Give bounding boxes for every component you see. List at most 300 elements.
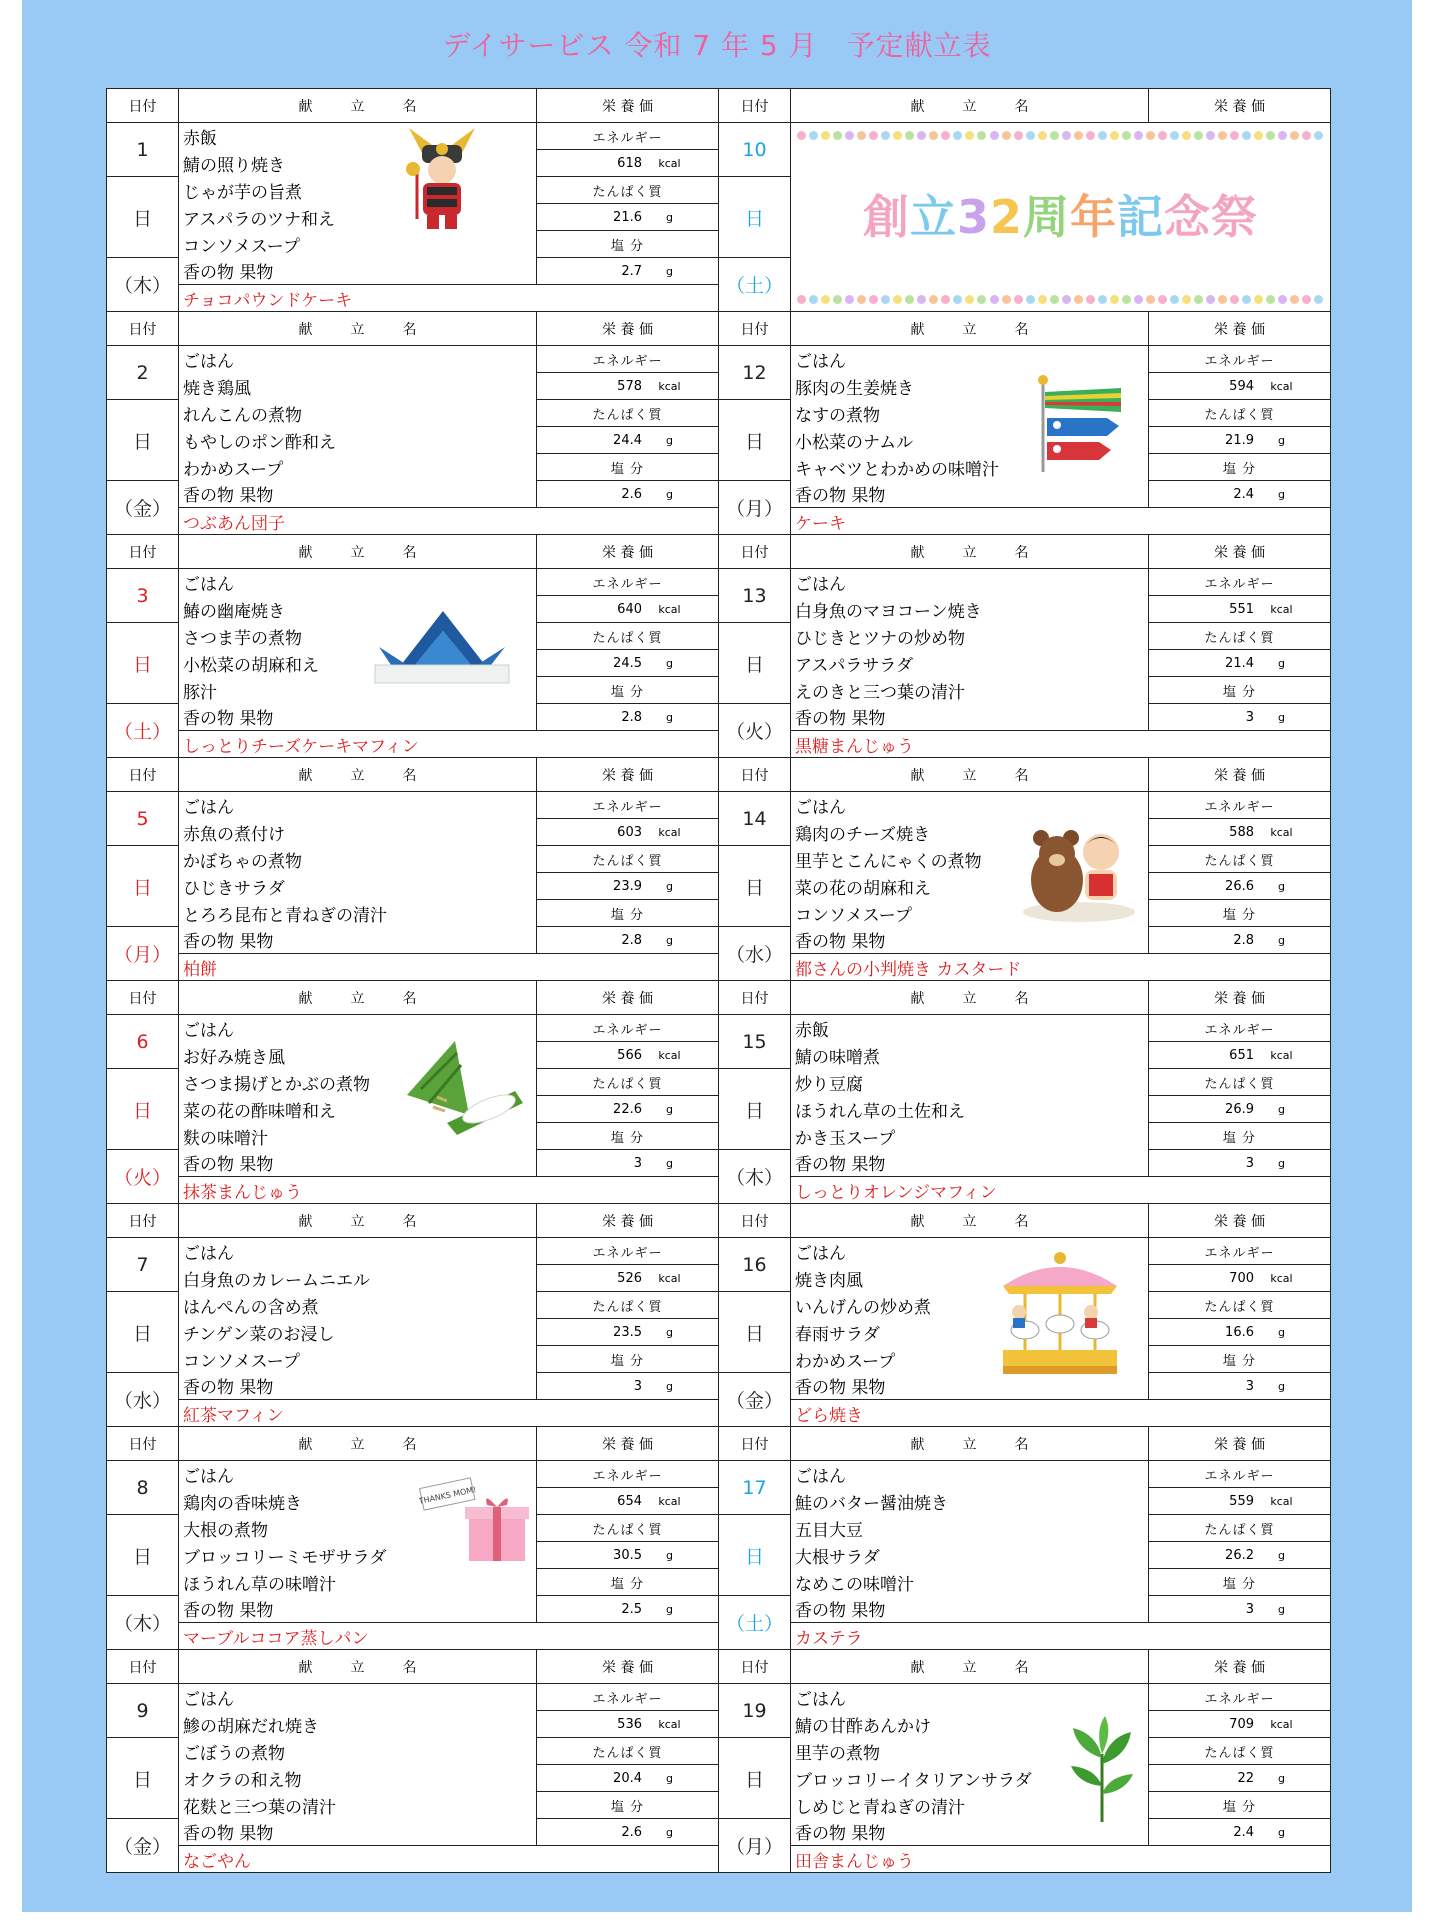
dessert-cell bbox=[179, 1846, 719, 1873]
energy-value-unit: kcal bbox=[1270, 825, 1293, 839]
day-number: 8 bbox=[107, 1461, 179, 1515]
menu-item bbox=[179, 1150, 537, 1177]
menu-header bbox=[179, 535, 537, 569]
menu-item-text: 赤飯 bbox=[183, 128, 217, 149]
menu-item bbox=[791, 1461, 1149, 1488]
dessert-cell bbox=[791, 1177, 1331, 1204]
menu-item bbox=[179, 873, 537, 900]
energy-value bbox=[1149, 1488, 1331, 1515]
menu-item-text: 香の物 果物 bbox=[183, 1155, 274, 1176]
menu-header bbox=[179, 1204, 537, 1238]
energy-label: エネルギー bbox=[537, 1015, 719, 1042]
protein-label: たんぱく質 bbox=[537, 1738, 719, 1765]
protein-value bbox=[537, 873, 719, 900]
menu-row bbox=[107, 1596, 1331, 1623]
energy-label: エネルギー bbox=[1149, 1238, 1331, 1265]
menu-item bbox=[791, 1069, 1149, 1096]
dessert-cell bbox=[179, 954, 719, 981]
header-row bbox=[107, 981, 1331, 1015]
date-header: 日付 bbox=[107, 312, 179, 346]
menu-item bbox=[179, 400, 537, 427]
anniversary-char: 念 bbox=[1164, 190, 1212, 244]
menu-item-text: コンソメスープ bbox=[795, 905, 912, 926]
menu-item-text: 里芋とこんにゃくの煮物 bbox=[795, 851, 982, 872]
protein-value-unit: g bbox=[666, 433, 673, 447]
day-label: 日 bbox=[719, 1738, 791, 1819]
energy-value-unit: kcal bbox=[1270, 379, 1293, 393]
menu-header-label: 献 立 名 bbox=[910, 1436, 1041, 1453]
date-header: 日付 bbox=[719, 758, 791, 792]
energy-value bbox=[1149, 1042, 1331, 1069]
menu-item-text: 鯖の甘酢あんかけ bbox=[795, 1716, 931, 1737]
energy-label: エネルギー bbox=[537, 1461, 719, 1488]
menu-item bbox=[179, 1069, 537, 1096]
energy-label: エネルギー bbox=[1149, 569, 1331, 596]
nutrition-header: 栄 養 価 bbox=[1149, 1204, 1331, 1238]
menu-item bbox=[791, 792, 1149, 819]
menu-item-text: 大根の煮物 bbox=[183, 1520, 268, 1541]
energy-label: エネルギー bbox=[1149, 1684, 1331, 1711]
salt-value bbox=[1149, 1150, 1331, 1177]
menu-item bbox=[179, 846, 537, 873]
energy-label: エネルギー bbox=[537, 792, 719, 819]
menu-item-text: 花麩と三つ葉の清汁 bbox=[183, 1797, 336, 1818]
dessert-text: どら焼き bbox=[795, 1405, 863, 1426]
protein-value-unit: g bbox=[666, 1102, 673, 1116]
protein-value bbox=[1149, 1319, 1331, 1346]
anniversary-char: 周 bbox=[1023, 190, 1071, 244]
anniversary-char: 記 bbox=[1117, 190, 1165, 244]
salt-label: 塩 分 bbox=[537, 454, 719, 481]
confetti-dots bbox=[797, 291, 1324, 307]
dessert-cell bbox=[791, 1400, 1331, 1427]
menu-item bbox=[791, 427, 1149, 454]
protein-value bbox=[537, 204, 719, 231]
energy-label: エネルギー bbox=[537, 569, 719, 596]
menu-item-text: 赤飯 bbox=[795, 1020, 829, 1041]
menu-item bbox=[179, 1488, 537, 1515]
protein-value-unit: g bbox=[666, 879, 673, 893]
nutrition-header: 栄 養 価 bbox=[537, 1650, 719, 1684]
menu-item-text: 鯖の照り焼き bbox=[183, 155, 285, 176]
energy-value-number: 566 bbox=[617, 1047, 642, 1063]
weekday: （月） bbox=[107, 927, 179, 981]
energy-value-unit: kcal bbox=[658, 602, 681, 616]
energy-label: エネルギー bbox=[537, 1238, 719, 1265]
protein-label: たんぱく質 bbox=[1149, 1292, 1331, 1319]
header-row bbox=[107, 1427, 1331, 1461]
protein-value-unit: g bbox=[1278, 656, 1285, 670]
salt-value-number: 2.4 bbox=[1233, 486, 1254, 502]
energy-value-number: 559 bbox=[1229, 1493, 1254, 1509]
dessert-text: しっとりチーズケーキマフィン bbox=[183, 736, 419, 757]
day-label: 日 bbox=[107, 1069, 179, 1150]
nutrition-header: 栄 養 価 bbox=[537, 758, 719, 792]
menu-item bbox=[179, 927, 537, 954]
protein-label: たんぱく質 bbox=[1149, 400, 1331, 427]
menu-item bbox=[179, 677, 537, 704]
protein-value bbox=[537, 1096, 719, 1123]
energy-value-number: 618 bbox=[617, 155, 642, 171]
menu-item-text: なめこの味噌汁 bbox=[795, 1574, 914, 1595]
menu-item-text: じゃが芋の旨煮 bbox=[183, 182, 302, 203]
salt-value-unit: g bbox=[666, 1379, 673, 1393]
menu-item-text: なすの煮物 bbox=[795, 405, 880, 426]
menu-item bbox=[179, 1292, 537, 1319]
day-label: 日 bbox=[719, 1069, 791, 1150]
protein-label: たんぱく質 bbox=[537, 1292, 719, 1319]
date-header: 日付 bbox=[107, 981, 179, 1015]
menu-row bbox=[107, 1461, 1331, 1488]
menu-item-text: 香の物 果物 bbox=[183, 263, 274, 284]
menu-header-label: 献 立 名 bbox=[298, 321, 429, 338]
menu-item-text: オクラの和え物 bbox=[183, 1770, 302, 1791]
menu-item bbox=[179, 596, 537, 623]
menu-item bbox=[791, 1488, 1149, 1515]
menu-item bbox=[791, 454, 1149, 481]
salt-label: 塩 分 bbox=[1149, 1123, 1331, 1150]
anniversary-char: 2 bbox=[990, 190, 1024, 244]
weekday: （金） bbox=[107, 481, 179, 535]
energy-value bbox=[1149, 819, 1331, 846]
day-number: 12 bbox=[719, 346, 791, 400]
menu-item bbox=[791, 1738, 1149, 1765]
menu-item bbox=[179, 1738, 537, 1765]
date-header: 日付 bbox=[719, 981, 791, 1015]
menu-item-text: ごはん bbox=[795, 574, 846, 595]
menu-item-text: ほうれん草の土佐和え bbox=[795, 1101, 965, 1122]
salt-label: 塩 分 bbox=[537, 1792, 719, 1819]
nutrition-header: 栄 養 価 bbox=[537, 981, 719, 1015]
day-number: 16 bbox=[719, 1238, 791, 1292]
day-label: 日 bbox=[107, 1292, 179, 1373]
energy-value-unit: kcal bbox=[658, 1271, 681, 1285]
menu-item-text: ごはん bbox=[183, 1689, 234, 1710]
salt-value bbox=[1149, 1819, 1331, 1846]
protein-value-number: 24.5 bbox=[613, 655, 642, 671]
energy-label: エネルギー bbox=[1149, 1015, 1331, 1042]
day-label: 日 bbox=[107, 1515, 179, 1596]
anniversary-text bbox=[791, 181, 1330, 247]
nutrition-header: 栄 養 価 bbox=[1149, 981, 1331, 1015]
menu-item-text: 香の物 果物 bbox=[795, 932, 886, 953]
salt-label: 塩 分 bbox=[537, 900, 719, 927]
menu-header-label: 献 立 名 bbox=[298, 1213, 429, 1230]
protein-label: たんぱく質 bbox=[537, 623, 719, 650]
menu-item bbox=[179, 1765, 537, 1792]
weekday: （土） bbox=[107, 704, 179, 758]
energy-value-unit: kcal bbox=[658, 825, 681, 839]
dessert-cell bbox=[791, 731, 1331, 758]
protein-value-unit: g bbox=[1278, 1102, 1285, 1116]
menu-item bbox=[179, 650, 537, 677]
menu-row bbox=[107, 792, 1331, 819]
day-number: 1 bbox=[107, 123, 179, 177]
energy-value-number: 700 bbox=[1229, 1270, 1254, 1286]
day-label: 日 bbox=[107, 177, 179, 258]
menu-item bbox=[791, 1096, 1149, 1123]
energy-value-number: 551 bbox=[1229, 601, 1254, 617]
menu-item bbox=[179, 1819, 537, 1846]
weekday: （水） bbox=[719, 927, 791, 981]
menu-item-text: 焼き鶏風 bbox=[183, 378, 251, 399]
date-header: 日付 bbox=[107, 535, 179, 569]
day-label: 日 bbox=[719, 177, 791, 258]
menu-item-text: コンソメスープ bbox=[183, 1351, 300, 1372]
salt-value-unit: g bbox=[1278, 1379, 1285, 1393]
protein-value-unit: g bbox=[1278, 1548, 1285, 1562]
protein-label: たんぱく質 bbox=[1149, 846, 1331, 873]
menu-item-text: アスパラのツナ和え bbox=[183, 209, 335, 230]
menu-header bbox=[791, 1650, 1149, 1684]
menu-item-text: はんぺんの含め煮 bbox=[183, 1297, 319, 1318]
menu-item-text: 香の物 果物 bbox=[183, 1378, 274, 1399]
nutrition-header: 栄 養 価 bbox=[1149, 758, 1331, 792]
weekday: （木） bbox=[107, 1596, 179, 1650]
menu-item-text: 赤魚の煮付け bbox=[183, 824, 285, 845]
menu-item bbox=[791, 677, 1149, 704]
day-number: 10 bbox=[719, 123, 791, 177]
salt-value-unit: g bbox=[1278, 1825, 1285, 1839]
protein-label: たんぱく質 bbox=[537, 1515, 719, 1542]
menu-row bbox=[107, 1150, 1331, 1177]
protein-label: たんぱく質 bbox=[1149, 1738, 1331, 1765]
salt-value bbox=[537, 1819, 719, 1846]
menu-row bbox=[107, 481, 1331, 508]
energy-value bbox=[537, 819, 719, 846]
dessert-text: 田舎まんじゅう bbox=[795, 1851, 914, 1872]
protein-value-unit: g bbox=[1278, 433, 1285, 447]
menu-item-text: 菜の花の胡麻和え bbox=[795, 878, 931, 899]
protein-value-number: 26.2 bbox=[1225, 1547, 1254, 1563]
salt-value-number: 2.5 bbox=[621, 1601, 642, 1617]
dessert-cell bbox=[179, 731, 719, 758]
menu-header bbox=[179, 1650, 537, 1684]
menu-item bbox=[179, 1569, 537, 1596]
date-header: 日付 bbox=[107, 758, 179, 792]
menu-row bbox=[107, 1238, 1331, 1265]
menu-item bbox=[179, 123, 537, 150]
menu-item bbox=[791, 846, 1149, 873]
menu-item bbox=[791, 596, 1149, 623]
protein-label: たんぱく質 bbox=[537, 400, 719, 427]
weekday: （木） bbox=[719, 1150, 791, 1204]
weekday: （土） bbox=[719, 1596, 791, 1650]
day-number: 3 bbox=[107, 569, 179, 623]
dessert-text: 紅茶マフィン bbox=[183, 1405, 284, 1426]
menu-item bbox=[791, 1569, 1149, 1596]
protein-value-number: 20.4 bbox=[613, 1770, 642, 1786]
day-label: 日 bbox=[107, 1738, 179, 1819]
menu-header-label: 献 立 名 bbox=[298, 767, 429, 784]
salt-value-unit: g bbox=[1278, 1602, 1285, 1616]
day-number: 2 bbox=[107, 346, 179, 400]
menu-item bbox=[179, 1792, 537, 1819]
menu-item-text: ごはん bbox=[795, 1689, 846, 1710]
menu-item bbox=[791, 900, 1149, 927]
menu-item bbox=[179, 792, 537, 819]
day-label: 日 bbox=[719, 623, 791, 704]
protein-value-number: 24.4 bbox=[613, 432, 642, 448]
menu-item bbox=[791, 1123, 1149, 1150]
energy-value-unit: kcal bbox=[1270, 1717, 1293, 1731]
energy-value bbox=[537, 150, 719, 177]
energy-value-number: 526 bbox=[617, 1270, 642, 1286]
menu-item-text: かき玉スープ bbox=[795, 1128, 896, 1149]
dessert-text: カステラ bbox=[795, 1628, 863, 1649]
nutrition-header: 栄 養 価 bbox=[1149, 312, 1331, 346]
day-label: 日 bbox=[719, 1515, 791, 1596]
weekday: （火） bbox=[719, 704, 791, 758]
menu-header bbox=[791, 758, 1149, 792]
menu-item-text: 鶏肉の香味焼き bbox=[183, 1493, 302, 1514]
weekday: （水） bbox=[107, 1373, 179, 1427]
menu-item-text: ごはん bbox=[795, 1466, 846, 1487]
protein-value bbox=[1149, 873, 1331, 900]
menu-item-text: 香の物 果物 bbox=[183, 486, 274, 507]
menu-item bbox=[179, 481, 537, 508]
menu-header bbox=[791, 1427, 1149, 1461]
dessert-cell bbox=[791, 1846, 1331, 1873]
nutrition-header: 栄 養 価 bbox=[537, 1427, 719, 1461]
menu-header bbox=[791, 1204, 1149, 1238]
menu-item bbox=[179, 1319, 537, 1346]
salt-value bbox=[537, 1596, 719, 1623]
menu-row bbox=[107, 1373, 1331, 1400]
energy-value-number: 594 bbox=[1229, 378, 1254, 394]
menu-item bbox=[179, 258, 537, 285]
energy-value bbox=[537, 1711, 719, 1738]
menu-header-label: 献 立 名 bbox=[298, 990, 429, 1007]
menu-row bbox=[107, 123, 1331, 150]
date-header: 日付 bbox=[719, 1204, 791, 1238]
dessert-text: 黒糖まんじゅう bbox=[795, 736, 914, 757]
menu-item-text: 香の物 果物 bbox=[183, 1601, 274, 1622]
menu-item bbox=[791, 1238, 1149, 1265]
menu-row bbox=[107, 569, 1331, 596]
day-number: 17 bbox=[719, 1461, 791, 1515]
menu-row bbox=[107, 1069, 1331, 1096]
weekday: （金） bbox=[719, 1373, 791, 1427]
protein-label: たんぱく質 bbox=[1149, 623, 1331, 650]
menu-item-text: ごはん bbox=[795, 1243, 846, 1264]
nutrition-header: 栄 養 価 bbox=[537, 1204, 719, 1238]
menu-item-text: れんこんの煮物 bbox=[183, 405, 302, 426]
menu-item bbox=[179, 1015, 537, 1042]
protein-value bbox=[1149, 427, 1331, 454]
protein-value-number: 21.6 bbox=[613, 209, 642, 225]
energy-value-unit: kcal bbox=[1270, 1048, 1293, 1062]
dessert-cell bbox=[179, 1400, 719, 1427]
menu-item bbox=[791, 1373, 1149, 1400]
date-header: 日付 bbox=[719, 1427, 791, 1461]
protein-label: たんぱく質 bbox=[537, 846, 719, 873]
menu-item bbox=[791, 1711, 1149, 1738]
energy-value bbox=[537, 1488, 719, 1515]
dessert-text: マーブルココア蒸しパン bbox=[183, 1628, 369, 1649]
energy-value-unit: kcal bbox=[1270, 602, 1293, 616]
menu-row bbox=[107, 623, 1331, 650]
day-number: 5 bbox=[107, 792, 179, 846]
salt-value-number: 2.6 bbox=[621, 1824, 642, 1840]
header-row bbox=[107, 89, 1331, 123]
menu-item-text: わかめスープ bbox=[183, 459, 284, 480]
protein-value bbox=[537, 650, 719, 677]
energy-label: エネルギー bbox=[537, 123, 719, 150]
menu-row bbox=[107, 400, 1331, 427]
menu-row bbox=[107, 1015, 1331, 1042]
dessert-text: ケーキ bbox=[795, 513, 846, 534]
day-label: 日 bbox=[107, 400, 179, 481]
menu-header bbox=[791, 535, 1149, 569]
gift-tag-text: THANKS MOM! bbox=[419, 1484, 478, 1506]
protein-value bbox=[1149, 1765, 1331, 1792]
day-number: 14 bbox=[719, 792, 791, 846]
salt-value-unit: g bbox=[1278, 710, 1285, 724]
energy-value-number: 654 bbox=[617, 1493, 642, 1509]
menu-item bbox=[791, 481, 1149, 508]
menu-item-text: 小松菜のナムル bbox=[795, 432, 914, 453]
menu-item bbox=[179, 1096, 537, 1123]
anniversary-char: 3 bbox=[956, 190, 990, 244]
protein-value-unit: g bbox=[1278, 1771, 1285, 1785]
protein-value-number: 26.9 bbox=[1225, 1101, 1254, 1117]
menu-item bbox=[791, 819, 1149, 846]
protein-label: たんぱく質 bbox=[537, 1069, 719, 1096]
dessert-text: しっとりオレンジマフィン bbox=[795, 1182, 997, 1203]
protein-label: たんぱく質 bbox=[1149, 1515, 1331, 1542]
day-number: 7 bbox=[107, 1238, 179, 1292]
protein-label: たんぱく質 bbox=[537, 177, 719, 204]
menu-row bbox=[107, 704, 1331, 731]
menu-item bbox=[791, 704, 1149, 731]
energy-value-unit: kcal bbox=[658, 379, 681, 393]
salt-value-number: 3 bbox=[1245, 1155, 1254, 1171]
energy-value-number: 588 bbox=[1229, 824, 1254, 840]
menu-item-text: 菜の花の酢味噌和え bbox=[183, 1101, 336, 1122]
energy-value bbox=[1149, 1265, 1331, 1292]
dessert-text: なごやん bbox=[183, 1851, 251, 1872]
energy-value-unit: kcal bbox=[658, 1717, 681, 1731]
menu-item bbox=[791, 1319, 1149, 1346]
menu-item bbox=[179, 1123, 537, 1150]
menu-item-text: 焼き肉風 bbox=[795, 1270, 863, 1291]
menu-header bbox=[179, 312, 537, 346]
menu-item-text: ほうれん草の味噌汁 bbox=[183, 1574, 336, 1595]
energy-value bbox=[537, 373, 719, 400]
energy-value-number: 709 bbox=[1229, 1716, 1254, 1732]
salt-value-unit: g bbox=[1278, 1156, 1285, 1170]
protein-value-number: 23.5 bbox=[613, 1324, 642, 1340]
dessert-text: 柏餅 bbox=[183, 959, 217, 980]
menu-item-text: ごぼうの煮物 bbox=[183, 1743, 285, 1764]
energy-value-number: 536 bbox=[617, 1716, 642, 1732]
menu-header bbox=[791, 981, 1149, 1015]
menu-item bbox=[179, 1346, 537, 1373]
menu-item bbox=[791, 1265, 1149, 1292]
salt-value bbox=[537, 1150, 719, 1177]
nutrition-header: 栄 養 価 bbox=[1149, 1427, 1331, 1461]
menu-sheet bbox=[22, 0, 1412, 1912]
protein-value bbox=[1149, 1542, 1331, 1569]
menu-header-label: 献 立 名 bbox=[910, 98, 1041, 115]
menu-item-text: ごはん bbox=[795, 797, 846, 818]
day-label: 日 bbox=[107, 623, 179, 704]
menu-item-text: ひじきサラダ bbox=[183, 878, 285, 899]
date-header: 日付 bbox=[719, 312, 791, 346]
day-number: 13 bbox=[719, 569, 791, 623]
protein-value-number: 23.9 bbox=[613, 878, 642, 894]
